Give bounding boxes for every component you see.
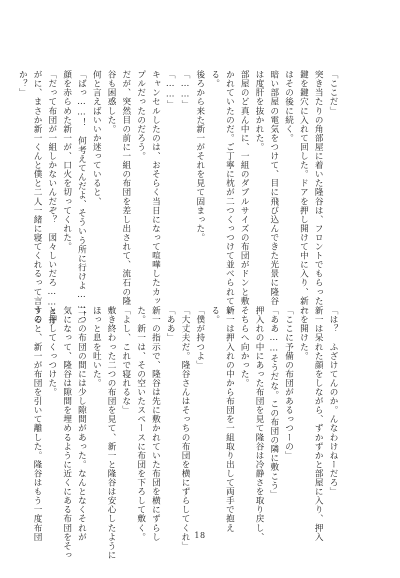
text-line: 「大丈夫だ。隆谷さんはそっちの布団を横にずらしてくれ」 [180,306,191,551]
text-line: はその後に続く。 [283,70,294,143]
text-line: 暗い部屋の電気をつけて、目に飛び込んできた光景に隆谷 [268,70,279,306]
text-line: 新一の指示で、隆谷は先に敷かれていた布団を横にずらし [150,306,161,542]
text-line: そちらへ向かった。 [239,306,250,388]
page-number: 18 [194,531,206,540]
text-line: と押してくっつけた。 [46,306,57,397]
text-line: キャンセルしたのは、おそらく当日になって喧嘩したカッ [150,70,161,306]
text-line: がに、まさか新一くんと僕と二人一緒に寝てくれるって言うの [32,70,43,324]
text-line: 「ああ……そうだな。この布団の隣に敷こう」 [268,306,279,499]
text-line: 「ここだ」 [328,70,338,116]
text-line: かれていたのだ。ご丁寧に枕が二つくっつけて並べられてい [224,70,235,315]
text-line: 「……」 [165,70,176,109]
text-line: 突き当たりの角部屋に着いた隆谷は、フロントでもらった [313,70,324,306]
text-line: 谷も困惑した。 [106,70,117,134]
text-line: 気になって、隆谷は隙間を埋めるように近くにある布団をそっ [61,306,72,560]
text-line: 鍵を鍵穴に入れて回した。ドアを押し開けて中に入り、新一 [298,70,309,315]
text-line: 新一は呆れた顔をしながら、ずかずかと部屋に入り、押入 [313,306,324,542]
text-line: プルだったのだろう。 [135,70,146,161]
text-line: る。 [209,306,220,325]
text-line: 顔を赤らめた新一が、口火を切ってくれた。 [61,70,72,251]
text-line: 「ああ」 [165,306,176,343]
text-line: 「……」 [180,70,191,109]
text-line: 敷き終わった二つの布団を見て、新一と隆谷は安心したように [106,306,117,560]
text-line: 新一は押入れの中から布団を一組取り出して両手で抱え [224,306,235,533]
text-line: は度肝を抜かれた。 [254,70,265,152]
text-line: 「ここに予備の布団があるっつーの」 [283,306,294,460]
text-line: 部屋のど真ん中に、一組のダブルサイズの布団がドンと敷 [239,70,250,306]
text-line: る。 [209,70,220,89]
text-line: 押入れの中にあった布団を見て隆谷は冷静さを取り戻し、 [254,306,265,542]
text-line: 「ばっ……！ 何考えてんだよ、そういう所に行けよ……！」 [76,70,87,329]
text-line: ほっと息を吐いた。 [91,306,102,388]
text-line: だが、突然目の前に一組の布団を差し出されて、流石の隆 [120,70,131,306]
text-line: 二つの布団の間には少し隙間があった。なんとなくそれが [76,306,87,542]
text-line: 「だって布団が一組しかないんだぞ？ 図々しいだろ……さす [46,70,57,327]
text-line: 「は？ ふざけてんのか。んなわけねーだろ」 [328,306,338,497]
text-line: た。新一は、その空いたスペースに布団を下ろして敷く。 [135,306,146,542]
text-line: 後ろから来た新一がそれを見て固まった。 [194,70,205,242]
text-line: か？」 [17,70,28,98]
text-line: 「僕が持つよ」 [194,306,205,370]
text-line: すると、新一が布団を引いて離した。隆谷はもう一度布団 [32,306,43,542]
text-line: れを開けた。 [298,306,309,361]
text-line: 何と言えばいいか迷っていると、 [91,70,102,206]
text-line: 「よし、これで寝れるな」 [120,306,131,415]
